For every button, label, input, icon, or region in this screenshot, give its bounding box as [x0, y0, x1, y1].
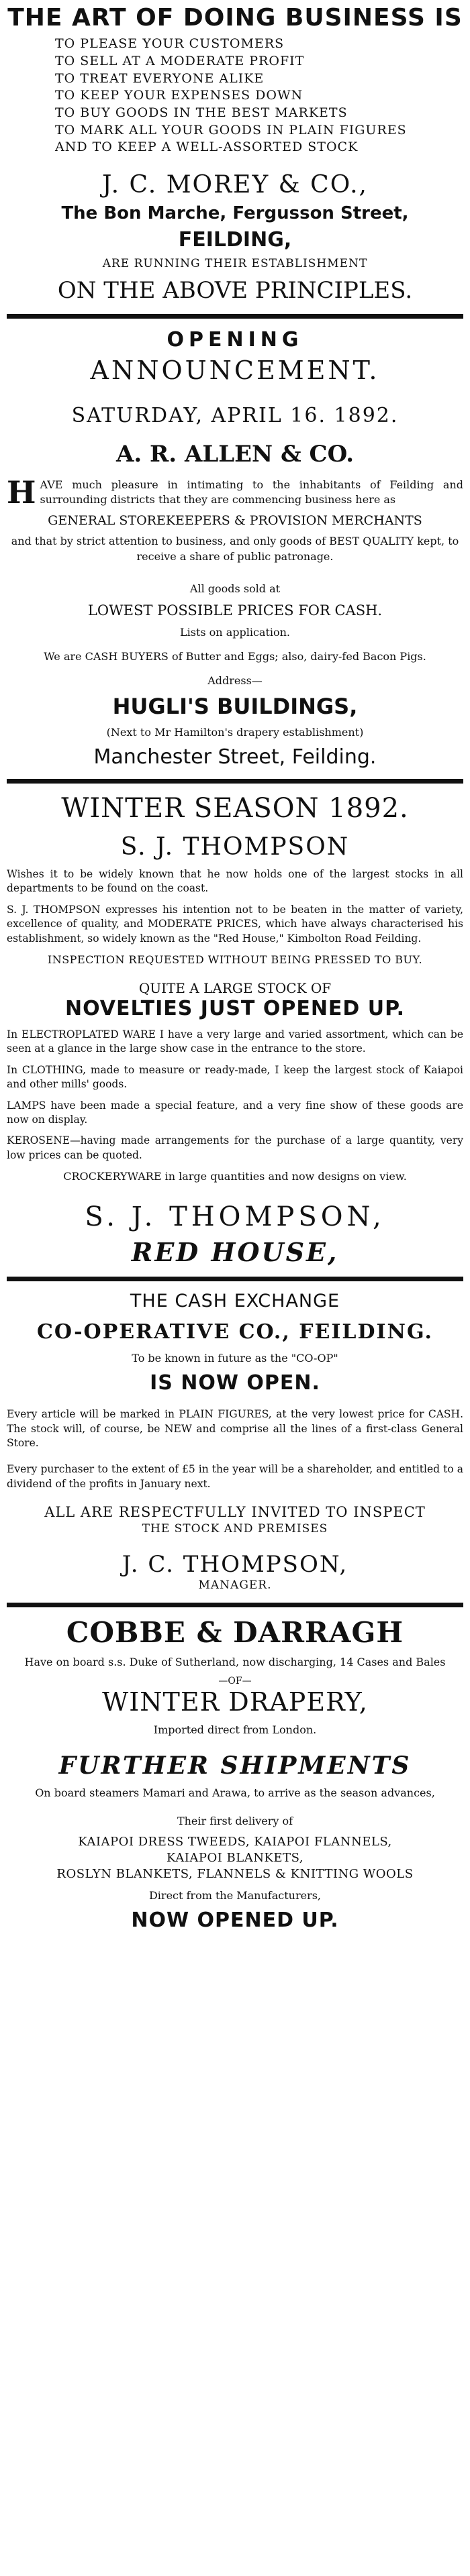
cobbe-drapery: WINTER DRAPERY, [102, 1687, 368, 1717]
morey-running-text: ARE RUNNING THEIR ESTABLISHMENT [102, 257, 368, 271]
allen-intro-continued: and that by strict attention to business, and only goods of BEST QUALITY kept, to receive a share of public patronage. [11, 535, 459, 563]
thompson-paragraph: In CLOTHING, made to measure or ready-made, I keep the largest stock of Kaiapoi and other mills' goods. [7, 1063, 463, 1091]
cobbe-direct: Direct from the Manufacturers, [148, 1888, 322, 1902]
allen-buyers: We are CASH BUYERS of Butter and Eggs; also, dairy-fed Bacon Pigs. [44, 650, 426, 663]
list-item: TO BUY GOODS IN THE BEST MARKETS [55, 105, 348, 120]
thompson-paragraph: Wishes it to be widely known that he now holds one of the largest stocks in all departments to be found on the coast. [7, 868, 463, 895]
allen-trade: GENERAL STOREKEEPERS & PROVISION MERCHANTS [48, 513, 422, 528]
thompson-paragraph: S. J. THOMPSON expresses his intention not to be beaten in the matter of variety, excellence of quality, and MODERATE PRICES, which have always characterised his establishment, so widely known as the "Red House," Kimbolton Road Feilding. [7, 903, 463, 945]
thompson-advertisement [7, 793, 463, 1267]
thompson-name: S. J. THOMPSON [120, 833, 350, 861]
coop-paragraph: Every article will be marked in PLAIN FIGURES, at the very lowest price for CASH. The stock will, of course, be NEW and comprise all the lines of a first-class General Store. [7, 1408, 463, 1449]
allen-sold-text: All goods sold at [189, 582, 281, 595]
coop-open: IS NOW OPEN. [150, 1371, 320, 1395]
allen-street: Manchester Street, Feilding. [93, 745, 377, 769]
coop-known: To be known in future as the "CO-OP" [132, 1352, 338, 1365]
coop-manager-title: MANAGER. [198, 1578, 272, 1593]
coop-title: THE CASH EXCHANGE [130, 1290, 340, 1311]
thompson-paragraph: KEROSENE—having made arrangements for the purchase of a large quantity, very low prices can be quoted. [7, 1134, 463, 1161]
thompson-red-house: RED HOUSE, [131, 1237, 339, 1268]
allen-date: SATURDAY, APRIL 16. 1892. [71, 404, 399, 428]
thompson-signature: S. J. THOMPSON, [85, 1201, 385, 1233]
list-item: TO SELL AT A MODERATE PROFIT [55, 54, 305, 69]
allen-announcement: ANNOUNCEMENT. [90, 355, 380, 385]
morey-principles-list [7, 36, 463, 156]
divider [7, 314, 463, 319]
allen-intro: HAVE much pleasure in intimating to the inhabitants of Feilding and surrounding districts that they are commencing business here as [7, 474, 463, 511]
thompson-inspection: INSPECTION REQUESTED WITHOUT BEING PRESSED TO BUY. [47, 953, 423, 966]
thompson-paragraph: LAMPS have been made a special feature, and a very fine show of these goods are now on display. [7, 1099, 463, 1126]
list-item: TO MARK ALL YOUR GOODS IN PLAIN FIGURES [55, 122, 407, 138]
cobbe-firm-name: COBBE & DARRAGH [66, 1616, 404, 1650]
cobbe-imported: Imported direct from London. [153, 1723, 317, 1737]
list-item: AND TO KEEP A WELL-ASSORTED STOCK [55, 140, 359, 155]
coop-manager-name: J. C. THOMPSON, [122, 1551, 348, 1578]
cobbe-board: Have on board s.s. Duke of Sutherland, now discharging, 14 Cases and Bales [24, 1655, 446, 1668]
cobbe-steamers: On board steamers Mamari and Arawa, to arrive as the season advances, [35, 1786, 435, 1799]
morey-address: The Bon Marche, Fergusson Street, [61, 203, 409, 224]
divider [7, 779, 463, 784]
allen-lists: Lists on application. [179, 625, 291, 639]
list-item: TO PLEASE YOUR CUSTOMERS [55, 36, 285, 52]
morey-town: FEILDING, [178, 228, 292, 252]
divider [7, 1603, 463, 1607]
cobbe-roslyn: ROSLYN BLANKETS, FLANNELS & KNITTING WOOLS [56, 1867, 414, 1882]
coop-paragraph: Every purchaser to the extent of £5 in the year will be a shareholder, and entitled to a dividend of the profits in January next. [7, 1463, 463, 1490]
morey-advertisement [7, 4, 463, 305]
thompson-quite: QUITE A LARGE STOCK OF [138, 980, 332, 996]
morey-principles-line: ON THE ABOVE PRINCIPLES. [57, 277, 413, 304]
cobbe-of: —OF— [218, 1675, 252, 1686]
allen-buildings: HUGLI'S BUILDINGS, [112, 694, 358, 720]
coop-invited: ALL ARE RESPECTFULLY INVITED TO INSPECT [44, 1504, 426, 1521]
cobbe-advertisement [7, 1617, 463, 1932]
list-item: TO KEEP YOUR EXPENSES DOWN [55, 88, 303, 103]
divider [7, 1277, 463, 1281]
cobbe-delivery: Their first delivery of [177, 1814, 293, 1827]
allen-address-label: Address— [207, 674, 263, 688]
list-item: TO TREAT EVERYONE ALIKE [55, 70, 265, 86]
thompson-crockery: CROCKERYWARE in large quantities and now designs on view. [63, 1170, 407, 1183]
coop-advertisement [7, 1291, 463, 1594]
cobbe-tweeds: KAIAPOI DRESS TWEEDS, KAIAPOI FLANNELS, [78, 1834, 392, 1849]
drop-cap-letter: H [7, 474, 36, 511]
cobbe-blankets: KAIAPOI BLANKETS, [167, 1850, 303, 1865]
allen-opening: OPENING [167, 327, 303, 352]
allen-prices: LOWEST POSSIBLE PRICES FOR CASH. [87, 602, 383, 619]
morey-headline: THE ART OF DOING BUSINESS IS [7, 4, 463, 32]
thompson-season: WINTER SEASON 1892. [61, 792, 409, 824]
coop-name: CO-OPERATIVE CO., FEILDING. [37, 1320, 433, 1344]
thompson-novelties: NOVELTIES JUST OPENED UP. [64, 997, 406, 1020]
thompson-paragraph: In ELECTROPLATED WARE I have a very large and varied assortment, which can be seen at a glance in the large show case in the entrance to the store. [7, 1028, 463, 1055]
cobbe-opened: NOW OPENED UP. [131, 1908, 339, 1932]
allen-firm-name: A. R. ALLEN & CO. [115, 441, 355, 468]
morey-firm-name: J. C. MOREY & CO., [102, 170, 368, 199]
coop-stock: THE STOCK AND PREMISES [142, 1522, 328, 1536]
allen-advertisement [7, 328, 463, 769]
cobbe-further: FURTHER SHIPMENTS [58, 1752, 412, 1780]
allen-next-to: (Next to Mr Hamilton's drapery establishment) [106, 725, 364, 739]
